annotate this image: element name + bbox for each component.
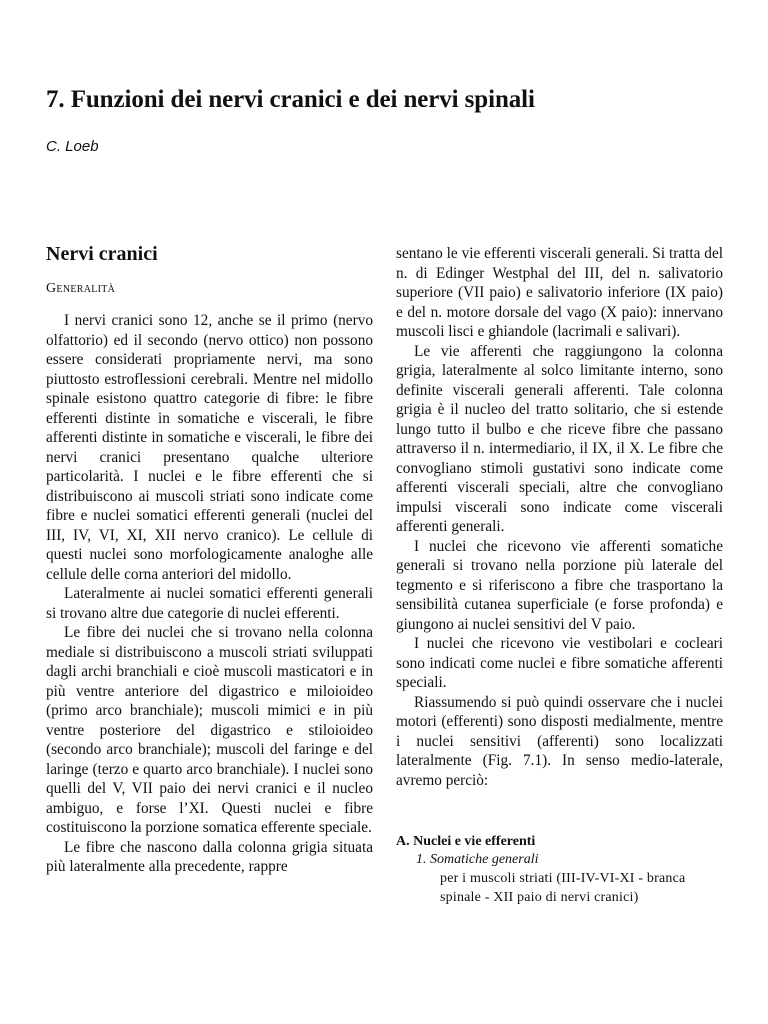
nuclei-list — [396, 832, 723, 907]
paragraph-continuation: sentano le vie efferenti viscerali generali. Si tratta del n. di Edinger Westphal del III, del n. salivatorio superiore (VII paio) e salivatorio inferiore (IX paio) e del n. motore dorsale del vago (X paio): innervano muscoli lisci e ghiandole (lacrimali e salivari). — [396, 245, 723, 340]
paragraph: I nuclei che ricevono vie afferenti somatiche generali si trovano nella porzione più laterale del tegmento e si riferiscono a fibre che trasportano la sensibilità cutanea superficiale (e forse profonda) e giungono ai nuclei sensitivi del V paio. — [396, 537, 723, 633]
chapter-title: 7. Funzioni dei nervi cranici e dei nervi spinali — [46, 86, 535, 113]
list-subheading: 1. Somatiche generali — [416, 852, 539, 867]
section-heading: Nervi cranici — [46, 243, 158, 265]
list-text-line: spinale - XII paio di nervi cranici) — [440, 890, 639, 905]
right-column — [396, 244, 723, 907]
paragraph: Lateralmente ai nuclei somatici efferenti generali si trovano altre due categorie di nuclei efferenti. — [46, 585, 373, 622]
paragraph: Riassumendo si può quindi osservare che i nuclei motori (efferenti) sono disposti medialmente, mentre i nuclei sensitivi (afferenti) sono localizzati lateralmente (Fig. 7.1). In senso medio-laterale, avremo perciò: — [396, 693, 723, 789]
section-subheading: Generalità — [46, 281, 116, 296]
list-text-line: per i muscoli striati (III-IV-VI-XI - branca — [440, 871, 686, 886]
list-heading: A. Nuclei e vie efferenti — [396, 834, 536, 849]
left-column — [46, 242, 373, 877]
paragraph: Le fibre che nascono dalla colonna grigia situata più lateralmente alla precedente, rappre — [46, 838, 373, 875]
paragraph: I nervi cranici sono 12, anche se il primo (nervo olfattorio) ed il secondo (nervo ottico) non possono essere considerati propriamente nervi, ma sono piuttosto estroflessioni cerebrali. Mentre nel midollo spinale esistono quattro categorie di fibre: le fibre efferenti distinte in somatiche e viscerali, le fibre afferenti distinte in somatiche e viscerali, le fibre dei nervi cranici presentano qualche ulteriore particolarità. I nuclei e le fibre efferenti che si distribuiscono ai muscoli striati sono indicate come fibre e nuclei somatici efferenti generali (nuclei del III, IV, VI, XI, XII nervo cranico). Le cellule di questi nuclei sono morfologicamente analoghe alle cellule delle corna anteriori del midollo. — [46, 312, 373, 583]
chapter-author: C. Loeb — [46, 138, 99, 155]
paragraph: I nuclei che ricevono vie vestibolari e cocleari sono indicati come nuclei e fibre somatiche afferenti speciali. — [396, 635, 723, 691]
paragraph: Le vie afferenti che raggiungono la colonna grigia, lateralmente al solco limitante interno, sono definite viscerali generali afferenti. Tale colonna grigia è il nucleo del tratto solitario, che si estende lungo tutto il bulbo e che riceve fibre che passano attraverso il n. intermediario, il IX, il X. Le fibre che convogliano stimoli gustativi sono indicate come afferenti viscerali speciali, altre che convogliano impulsi viscerali sono indicate come viscerali afferenti generali. — [396, 342, 723, 535]
paragraph: Le fibre dei nuclei che si trovano nella colonna mediale si distribuiscono a muscoli striati sviluppati dagli archi branchiali e cioè muscoli masticatori e in più ventre anteriore del digastrico e miloioideo (primo arco branchiale); muscoli mimici e in più ventre posteriore del digastrico e stiloioideo (secondo arco branchiale); muscoli del faringe e del laringe (terzo e quarto arco branchiale). I nuclei sono quelli del V, VII paio dei nervi cranici e il nucleo ambiguo, e forse l’XI. Questi nuclei e fibre costituiscono la porzione somatica efferente speciale. — [46, 624, 373, 836]
